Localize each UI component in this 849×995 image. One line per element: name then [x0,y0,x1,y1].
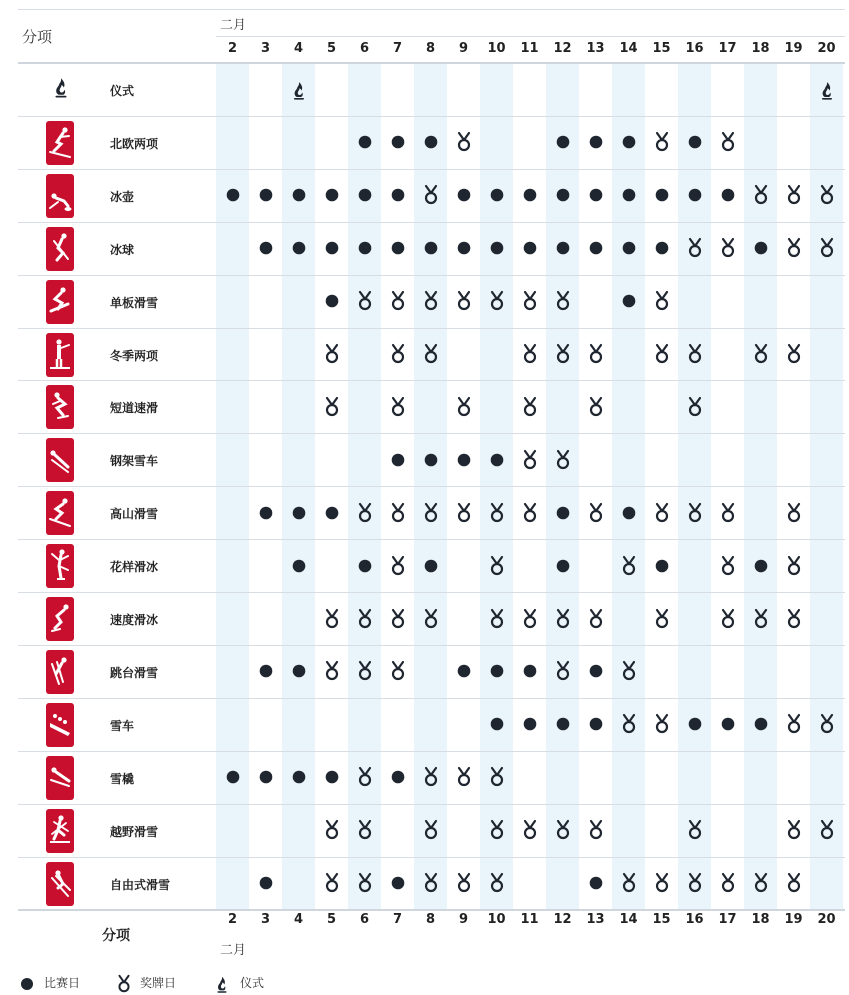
bobsleigh-icon [46,703,74,747]
competition-dot-curling-5 [322,184,342,206]
competition-dot-ice-hockey-8 [421,237,441,259]
medal-icon-biathlon-16 [685,343,705,365]
medal-icon-freestyle-14 [619,872,639,894]
medal-icon-cross-country-13 [586,819,606,841]
competition-dot-ice-hockey-6 [355,237,375,259]
footer-day-2: 2 [227,912,238,927]
medal-icon-speed-skating-6 [355,608,375,630]
competition-dot-ice-hockey-18 [751,237,771,259]
competition-dot-bobsleigh-10 [487,713,507,735]
competition-dot-ice-hockey-7 [388,237,408,259]
footer-day-12: 12 [553,912,572,927]
medal-icon-alpine-skiing-7 [388,502,408,524]
competition-dot-freestyle-7 [388,872,408,894]
medal-icon-freestyle-9 [454,872,474,894]
footer-column-label: 分项 [102,928,130,944]
competition-dot-ski-jumping-4 [289,660,309,682]
figure-skating-icon [46,544,74,588]
header-column-label: 分项 [22,28,53,46]
ski-jumping-icon [46,650,74,694]
flame-icon [50,74,72,104]
footer-day-9: 9 [458,912,469,927]
medal-icon-short-track-5 [322,396,342,418]
medal-icon-short-track-9 [454,396,474,418]
medal-icon-alpine-skiing-11 [520,502,540,524]
sport-name-ice-hockey[interactable]: 冰球 [110,242,135,257]
medal-icon-luge-8 [421,766,441,788]
sport-name-alpine-skiing[interactable]: 高山滑雪 [110,507,159,522]
medal-icon-speed-skating-13 [586,608,606,630]
competition-dot-nordic-combined-13 [586,131,606,153]
row-divider [18,804,845,805]
competition-dot-ice-hockey-9 [454,237,474,259]
medal-icon-alpine-skiing-10 [487,502,507,524]
row-divider [18,380,845,381]
competition-dot-nordic-combined-14 [619,131,639,153]
ceremony-icon [212,974,232,994]
medal-icon-figure-skating-10 [487,555,507,577]
medal-icon-alpine-skiing-19 [784,502,804,524]
competition-dot-ice-hockey-4 [289,237,309,259]
header-day-20: 20 [817,41,836,56]
sport-name-bobsleigh[interactable]: 雪车 [110,718,135,733]
header-day-16: 16 [685,41,704,56]
sport-name-curling[interactable]: 冰壶 [110,189,135,204]
competition-dot-alpine-skiing-5 [322,502,342,524]
competition-dot-alpine-skiing-12 [553,502,573,524]
competition-dot-figure-skating-4 [289,555,309,577]
competition-dot-curling-6 [355,184,375,206]
medal-icon-cross-country-19 [784,819,804,841]
medal-icon-cross-country-10 [487,819,507,841]
medal-day-icon [114,974,134,994]
medal-icon-cross-country-5 [322,819,342,841]
competition-dot-ice-hockey-10 [487,237,507,259]
medal-icon-luge-10 [487,766,507,788]
medal-icon-ice-hockey-20 [817,237,837,259]
competition-dot-bobsleigh-11 [520,713,540,735]
medal-icon-figure-skating-14 [619,555,639,577]
skeleton-icon [46,438,74,482]
competition-dot-ice-hockey-14 [619,237,639,259]
competition-dot-luge-2 [223,766,243,788]
snowboard-icon [46,280,74,324]
medal-icon-cross-country-6 [355,819,375,841]
header-divider [18,62,845,64]
medal-icon-snowboard-12 [553,290,573,312]
footer-day-10: 10 [487,912,506,927]
medal-icon-nordic-combined-9 [454,131,474,153]
ice-hockey-icon [46,227,74,271]
footer-day-6: 6 [359,912,370,927]
row-divider [18,222,845,223]
competition-dot-skeleton-7 [388,449,408,471]
competition-dot-alpine-skiing-3 [256,502,276,524]
header-day-17: 17 [718,41,737,56]
competition-dot-skeleton-8 [421,449,441,471]
competition-dot-bobsleigh-18 [751,713,771,735]
medal-icon-biathlon-15 [652,343,672,365]
header-month: 二月 [220,18,247,33]
competition-dot-ice-hockey-15 [652,237,672,259]
medal-icon-speed-skating-11 [520,608,540,630]
competition-dot-ski-jumping-9 [454,660,474,682]
medal-icon-speed-skating-19 [784,608,804,630]
nordic-combined-icon [46,121,74,165]
competition-dot-bobsleigh-16 [685,713,705,735]
medal-icon-short-track-7 [388,396,408,418]
medal-icon-curling-18 [751,184,771,206]
medal-icon-biathlon-13 [586,343,606,365]
medal-icon-nordic-combined-15 [652,131,672,153]
medal-icon-skeleton-11 [520,449,540,471]
medal-icon-biathlon-19 [784,343,804,365]
footer-month: 二月 [220,943,247,958]
footer-day-15: 15 [652,912,671,927]
competition-dot-curling-16 [685,184,705,206]
medal-icon-biathlon-8 [421,343,441,365]
header-day-14: 14 [619,41,638,56]
competition-dot-figure-skating-6 [355,555,375,577]
medal-icon-ice-hockey-16 [685,237,705,259]
competition-dot-figure-skating-8 [421,555,441,577]
competition-dot-ice-hockey-5 [322,237,342,259]
month-divider [216,36,845,37]
competition-dot-curling-11 [520,184,540,206]
biathlon-icon [46,333,74,377]
medal-icon-alpine-skiing-17 [718,502,738,524]
header-day-10: 10 [487,41,506,56]
medal-icon-alpine-skiing-8 [421,502,441,524]
competition-dot-ski-jumping-10 [487,660,507,682]
header-day-19: 19 [784,41,803,56]
row-divider [18,275,845,276]
medal-icon-speed-skating-8 [421,608,441,630]
competition-dot-curling-15 [652,184,672,206]
competition-dot-curling-2 [223,184,243,206]
medal-icon-biathlon-5 [322,343,342,365]
footer-day-13: 13 [586,912,605,927]
sport-name-freestyle[interactable]: 自由式滑雪 [110,877,171,892]
medal-icon-short-track-16 [685,396,705,418]
competition-dot-luge-3 [256,766,276,788]
footer-divider [18,909,845,911]
medal-icon-cross-country-11 [520,819,540,841]
medal-icon-biathlon-11 [520,343,540,365]
competition-dot-ice-hockey-12 [553,237,573,259]
footer-day-3: 3 [260,912,271,927]
footer-day-17: 17 [718,912,737,927]
competition-dot-curling-7 [388,184,408,206]
sport-name-speed-skating[interactable]: 速度滑冰 [110,613,159,627]
competition-dot-figure-skating-15 [652,555,672,577]
medal-icon-speed-skating-12 [553,608,573,630]
medal-icon-alpine-skiing-15 [652,502,672,524]
competition-dot-nordic-combined-16 [685,131,705,153]
competition-dot-alpine-skiing-4 [289,502,309,524]
competition-dot-ice-hockey-3 [256,237,276,259]
medal-icon-freestyle-6 [355,872,375,894]
row-divider [18,645,845,646]
competition-dot-nordic-combined-7 [388,131,408,153]
medal-icon-speed-skating-7 [388,608,408,630]
medal-icon-snowboard-8 [421,290,441,312]
row-divider [18,116,845,117]
medal-icon-alpine-skiing-9 [454,502,474,524]
luge-icon [46,756,74,800]
sport-name-snowboard[interactable]: 单板滑雪 [110,295,159,310]
competition-day-icon [18,974,38,994]
short-track-icon [46,385,74,429]
competition-dot-snowboard-5 [322,290,342,312]
header-day-11: 11 [520,41,539,56]
header-day-6: 6 [359,41,370,56]
header-day-15: 15 [652,41,671,56]
competition-dot-alpine-skiing-14 [619,502,639,524]
row-divider [18,751,845,752]
footer-day-18: 18 [751,912,770,927]
medal-icon-cross-country-8 [421,819,441,841]
footer-day-5: 5 [326,912,337,927]
sport-name-biathlon[interactable]: 冬季两项 [110,348,159,363]
competition-dot-ski-jumping-13 [586,660,606,682]
competition-dot-curling-9 [454,184,474,206]
footer-day-4: 4 [293,912,304,927]
medal-icon-curling-19 [784,184,804,206]
sport-name-figure-skating[interactable]: 花样滑冰 [110,560,159,575]
medal-icon-freestyle-10 [487,872,507,894]
medal-icon-speed-skating-18 [751,608,771,630]
medal-icon-short-track-13 [586,396,606,418]
competition-dot-curling-17 [718,184,738,206]
medal-icon-snowboard-10 [487,290,507,312]
competition-dot-curling-13 [586,184,606,206]
competition-dot-nordic-combined-6 [355,131,375,153]
competition-dot-freestyle-3 [256,872,276,894]
competition-dot-skeleton-9 [454,449,474,471]
medal-icon-nordic-combined-17 [718,131,738,153]
competition-dot-snowboard-14 [619,290,639,312]
row-divider [18,592,845,593]
competition-dot-figure-skating-12 [553,555,573,577]
sport-name-ski-jumping[interactable]: 跳台滑雪 [110,665,159,680]
competition-dot-curling-4 [289,184,309,206]
medal-icon-bobsleigh-20 [817,713,837,735]
header-day-5: 5 [326,41,337,56]
competition-dot-freestyle-13 [586,872,606,894]
medal-icon-ski-jumping-7 [388,660,408,682]
medal-icon-bobsleigh-14 [619,713,639,735]
curling-icon [46,174,74,218]
competition-dot-ice-hockey-11 [520,237,540,259]
medal-icon-snowboard-9 [454,290,474,312]
footer-day-11: 11 [520,912,539,927]
competition-dot-curling-3 [256,184,276,206]
competition-dot-ski-jumping-3 [256,660,276,682]
medal-icon-freestyle-17 [718,872,738,894]
flame-icon-flame-20 [817,79,837,101]
competition-dot-bobsleigh-12 [553,713,573,735]
competition-dot-luge-5 [322,766,342,788]
medal-icon-short-track-11 [520,396,540,418]
footer-day-20: 20 [817,912,836,927]
header-day-18: 18 [751,41,770,56]
row-divider [18,486,845,487]
legend-ceremony-label: 仪式 [240,976,265,990]
medal-icon-bobsleigh-19 [784,713,804,735]
footer-day-16: 16 [685,912,704,927]
row-divider [18,539,845,540]
header-day-9: 9 [458,41,469,56]
legend-competition-label: 比赛日 [44,976,81,990]
medal-icon-freestyle-8 [421,872,441,894]
competition-dot-ice-hockey-13 [586,237,606,259]
medal-icon-ski-jumping-5 [322,660,342,682]
competition-dot-nordic-combined-8 [421,131,441,153]
medal-icon-freestyle-5 [322,872,342,894]
medal-icon-bobsleigh-15 [652,713,672,735]
medal-icon-figure-skating-19 [784,555,804,577]
header-day-3: 3 [260,41,271,56]
medal-icon-alpine-skiing-13 [586,502,606,524]
competition-dot-bobsleigh-17 [718,713,738,735]
row-divider [18,698,845,699]
row-divider [18,857,845,858]
medal-icon-freestyle-16 [685,872,705,894]
footer-day-19: 19 [784,912,803,927]
medal-icon-snowboard-11 [520,290,540,312]
alpine-skiing-icon [46,491,74,535]
medal-icon-cross-country-12 [553,819,573,841]
medal-icon-freestyle-15 [652,872,672,894]
competition-dot-luge-7 [388,766,408,788]
medal-icon-freestyle-18 [751,872,771,894]
sport-name-cross-country[interactable]: 越野滑雪 [110,824,159,839]
legend-medal-label: 奖牌日 [140,976,177,990]
cross-country-icon [46,809,74,853]
footer-day-8: 8 [425,912,436,927]
medal-icon-cross-country-16 [685,819,705,841]
medal-icon-speed-skating-10 [487,608,507,630]
medal-icon-ski-jumping-12 [553,660,573,682]
medal-icon-luge-6 [355,766,375,788]
row-divider [18,169,845,170]
sport-name-short-track[interactable]: 短道速滑 [110,401,159,416]
medal-icon-freestyle-19 [784,872,804,894]
medal-icon-skeleton-12 [553,449,573,471]
medal-icon-speed-skating-15 [652,608,672,630]
competition-dot-curling-14 [619,184,639,206]
medal-icon-curling-20 [817,184,837,206]
medal-icon-alpine-skiing-6 [355,502,375,524]
competition-dot-nordic-combined-12 [553,131,573,153]
competition-dot-ski-jumping-11 [520,660,540,682]
footer-day-7: 7 [392,912,403,927]
header-day-13: 13 [586,41,605,56]
medal-icon-snowboard-15 [652,290,672,312]
competition-dot-bobsleigh-13 [586,713,606,735]
speed-skating-icon [46,597,74,641]
header-day-2: 2 [227,41,238,56]
medal-icon-alpine-skiing-16 [685,502,705,524]
medal-icon-figure-skating-7 [388,555,408,577]
sport-name-luge[interactable]: 雪橇 [110,771,135,786]
footer-day-14: 14 [619,912,638,927]
header-day-4: 4 [293,41,304,56]
sport-name-flame[interactable]: 仪式 [110,84,135,98]
row-divider [18,328,845,329]
medal-icon-ski-jumping-6 [355,660,375,682]
freestyle-icon [46,862,74,906]
medal-icon-ski-jumping-14 [619,660,639,682]
medal-icon-snowboard-7 [388,290,408,312]
medal-icon-biathlon-18 [751,343,771,365]
competition-dot-curling-10 [487,184,507,206]
top-divider [18,9,845,10]
row-divider [18,433,845,434]
medal-icon-ice-hockey-17 [718,237,738,259]
competition-dot-curling-12 [553,184,573,206]
competition-dot-figure-skating-18 [751,555,771,577]
medal-icon-luge-9 [454,766,474,788]
medal-icon-figure-skating-17 [718,555,738,577]
competition-dot-luge-4 [289,766,309,788]
header-day-12: 12 [553,41,572,56]
medal-icon-snowboard-6 [355,290,375,312]
medal-icon-speed-skating-5 [322,608,342,630]
sport-name-nordic-combined[interactable]: 北欧两项 [110,136,159,151]
competition-dot-skeleton-10 [487,449,507,471]
header-day-8: 8 [425,41,436,56]
medal-icon-biathlon-7 [388,343,408,365]
medal-icon-cross-country-20 [817,819,837,841]
medal-icon-curling-8 [421,184,441,206]
medal-icon-biathlon-12 [553,343,573,365]
sport-name-skeleton[interactable]: 钢架雪车 [110,454,159,469]
medal-icon-ice-hockey-19 [784,237,804,259]
flame-icon-flame-4 [289,79,309,101]
medal-icon-speed-skating-17 [718,608,738,630]
header-day-7: 7 [392,41,403,56]
